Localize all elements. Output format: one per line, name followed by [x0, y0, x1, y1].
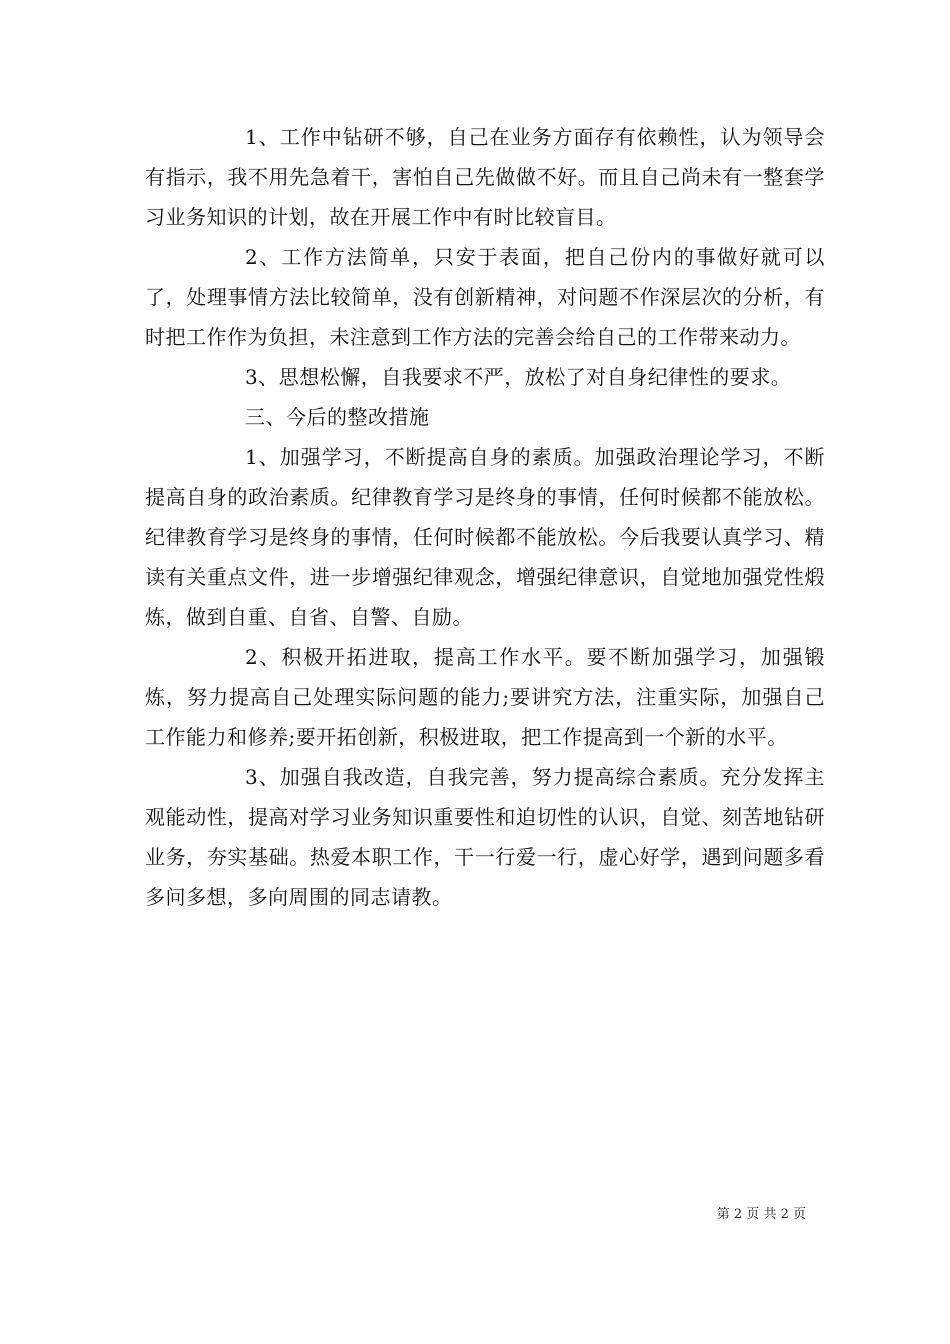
paragraph-issue-2: 2、工作方法简单，只安于表面，把自己份内的事做好就可以了，处理事情方法比较简单，没有创新精神，对问题不作深层次的分析，有时把工作作为负担，未注意到工作方法的完善会给自己的工作带来动力。 [145, 245, 825, 349]
document-body [145, 117, 825, 917]
paragraph-measure-3: 3、加强自我改造，自我完善，努力提高综合素质。充分发挥主观能动性，提高对学习业务知识重要性和迫切性的认识，自觉、刻苦地钻研业务，夯实基础。热爱本职工作，干一行爱一行，虚心好学，遇到问题多看多问多想，多向周围的同志请教。 [145, 765, 825, 909]
page-number-footer: 第 2 页 共 2 页 [716, 1207, 806, 1222]
paragraph-issue-3: 3、思想松懈，自我要求不严，放松了对自身纪律性的要求。 [245, 365, 792, 389]
paragraph-measure-2: 2、积极开拓进取，提高工作水平。要不断加强学习，加强锻炼，努力提高自己处理实际问题的能力;要讲究方法，注重实际，加强自己工作能力和修养;要开拓创新，积极进取，把工作提高到一个新的水平。 [145, 645, 825, 749]
paragraph-measure-1: 1、加强学习，不断提高自身的素质。加强政治理论学习，不断提高自身的政治素质。纪律教育学习是终身的事情，任何时候都不能放松。纪律教育学习是终身的事情，任何时候都不能放松。今后我要认真学习、精读有关重点文件，进一步增强纪律观念，增强纪律意识，自觉地加强党性煅炼，做到自重、自省、自警、自励。 [145, 445, 825, 629]
section-heading: 三、今后的整改措施 [245, 405, 430, 429]
paragraph-issue-1: 1、工作中钻研不够，自己在业务方面存有依赖性，认为领导会有指示，我不用先急着干，害怕自己先做做不好。而且自己尚未有一整套学习业务知识的计划，故在开展工作中有时比较盲目。 [145, 125, 825, 229]
